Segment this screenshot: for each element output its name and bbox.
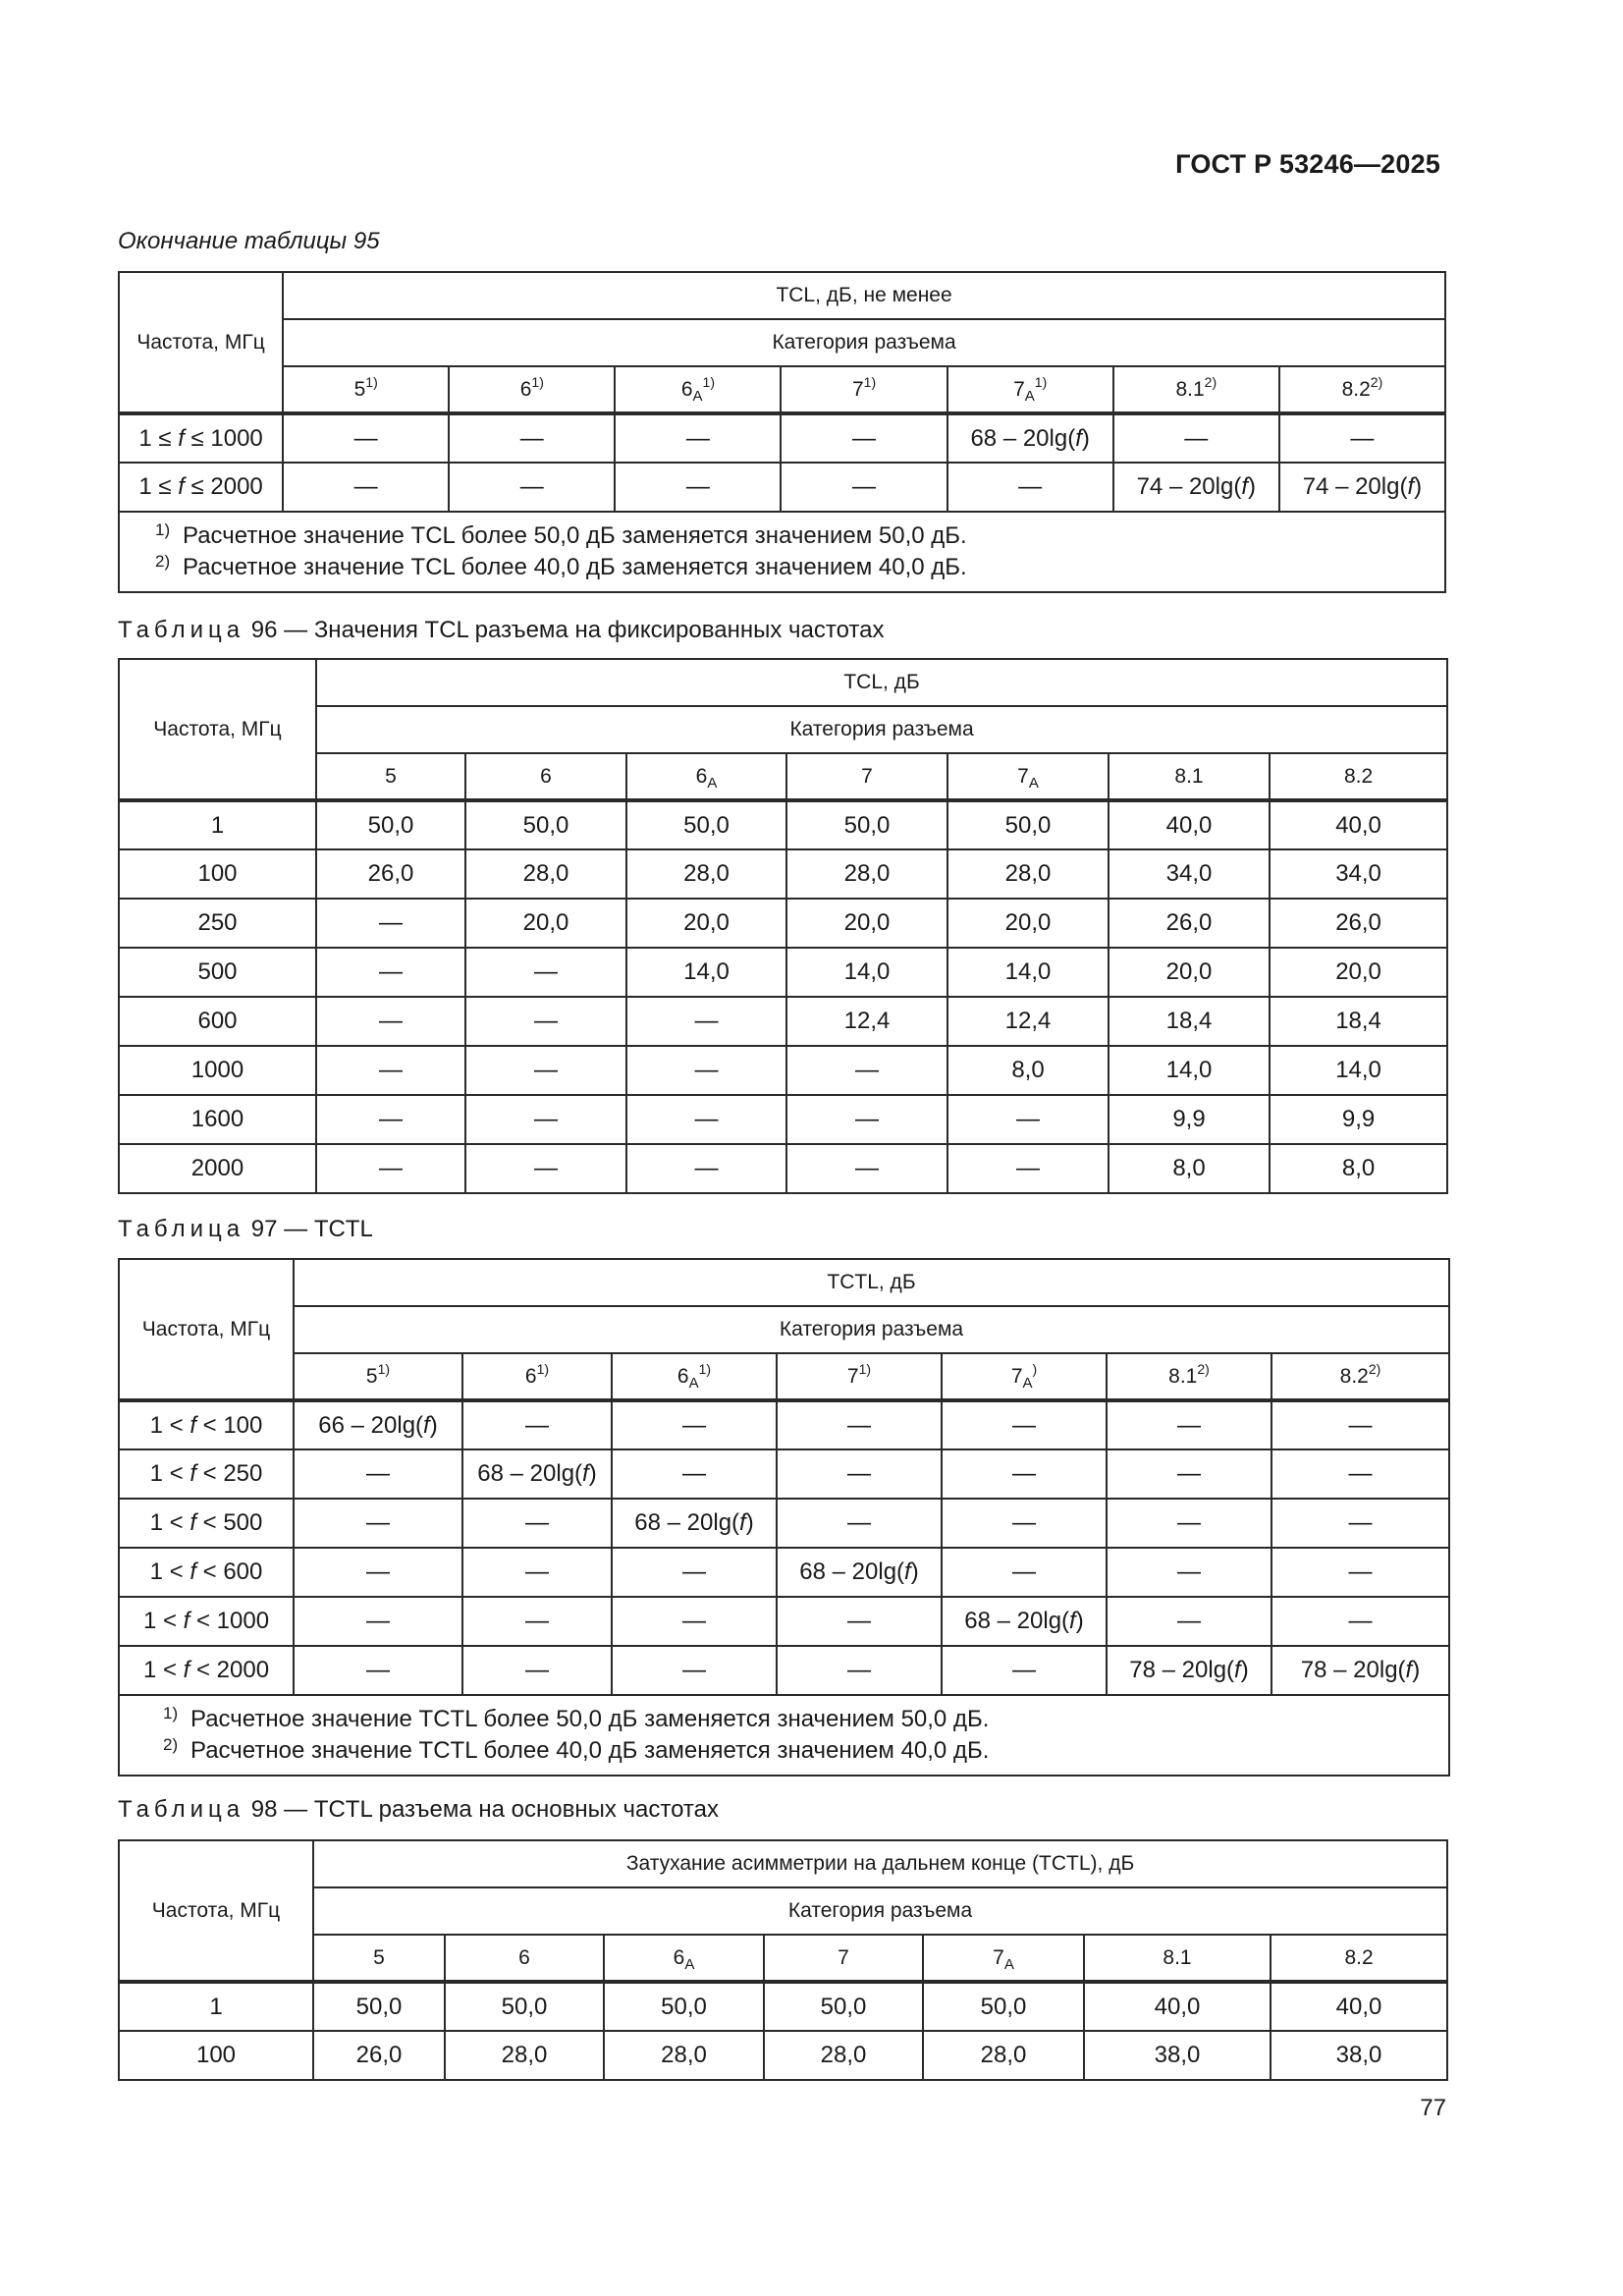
- value-cell: 26,0: [1109, 899, 1270, 948]
- value-cell: 12,4: [786, 997, 947, 1046]
- category-header: Категория разъема: [283, 319, 1445, 366]
- value-cell: —: [942, 1449, 1107, 1499]
- value-cell: —: [947, 463, 1113, 512]
- value-cell: —: [615, 413, 781, 463]
- value-cell: 28,0: [604, 2031, 764, 2080]
- value-cell: —: [1271, 1597, 1449, 1646]
- freq-cell: 1 ≤ f ≤ 1000: [119, 413, 283, 463]
- value-cell: 34,0: [1109, 849, 1270, 899]
- value-cell: 68 – 20lg(f): [462, 1449, 612, 1499]
- table98: [118, 1839, 1448, 2081]
- category-header: Категория разъема: [294, 1306, 1449, 1353]
- value-cell: —: [462, 1548, 612, 1597]
- note-1: 1) Расчетное значение TCL более 50,0 дБ заменяется значением 50,0 дБ.: [155, 520, 967, 549]
- category-6: 8.1: [1084, 1935, 1271, 1982]
- table-row: [119, 2031, 1447, 2080]
- value-cell: 40,0: [1109, 800, 1270, 849]
- value-cell: 50,0: [947, 800, 1109, 849]
- table-row: [119, 800, 1447, 849]
- table-row: [119, 413, 1445, 463]
- value-cell: —: [947, 1144, 1109, 1193]
- value-cell: 26,0: [316, 849, 465, 899]
- value-cell: —: [316, 1144, 465, 1193]
- value-cell: —: [465, 997, 626, 1046]
- value-cell: —: [942, 1646, 1107, 1695]
- freq-cell: 1: [119, 1982, 313, 2031]
- value-cell: —: [942, 1400, 1107, 1449]
- table-row: [119, 1646, 1449, 1695]
- freq-cell: 600: [119, 997, 316, 1046]
- value-cell: —: [449, 463, 615, 512]
- freq-header: Частота, МГц: [119, 272, 283, 413]
- freq-cell: 100: [119, 849, 316, 899]
- category-2: 6: [465, 753, 626, 800]
- value-cell: —: [449, 413, 615, 463]
- value-cell: 9,9: [1109, 1095, 1270, 1144]
- freq-header: Частота, МГц: [119, 1259, 294, 1400]
- value-cell: —: [462, 1400, 612, 1449]
- value-cell: 20,0: [1270, 948, 1447, 997]
- category-row: [119, 1935, 1447, 1982]
- table-row: [119, 1400, 1449, 1449]
- value-cell: 14,0: [947, 948, 1109, 997]
- value-cell: 8,0: [1109, 1144, 1270, 1193]
- table96: [118, 658, 1448, 1194]
- category-2: 6: [445, 1935, 604, 1982]
- category-1: 5: [316, 753, 465, 800]
- value-cell: 50,0: [313, 1982, 445, 2031]
- table-row: [119, 997, 1447, 1046]
- value-cell: 28,0: [465, 849, 626, 899]
- table-row: [119, 849, 1447, 899]
- value-cell: —: [1107, 1548, 1271, 1597]
- category-7: 8.2$^{2)}$: [1271, 1353, 1449, 1400]
- freq-cell: 500: [119, 948, 316, 997]
- value-cell: —: [612, 1400, 777, 1449]
- value-cell: —: [626, 1046, 786, 1095]
- value-cell: 50,0: [604, 1982, 764, 2031]
- standard-code: ГОСТ Р 53246—2025: [1175, 149, 1440, 179]
- value-cell: —: [786, 1144, 947, 1193]
- value-cell: 74 – 20lg(f): [1279, 463, 1445, 512]
- value-cell: —: [777, 1449, 942, 1499]
- table97-notes: [119, 1695, 1449, 1776]
- table97: [118, 1258, 1450, 1777]
- value-cell: 28,0: [947, 849, 1109, 899]
- table-row: [119, 1144, 1447, 1193]
- value-cell: 50,0: [445, 1982, 604, 2031]
- value-cell: —: [1107, 1597, 1271, 1646]
- category-3: $6_A$: [626, 753, 786, 800]
- value-cell: 50,0: [764, 1982, 923, 2031]
- category-1: 5$^{1)}$: [283, 366, 449, 413]
- page-number: 77: [1420, 2095, 1446, 2121]
- value-cell: —: [316, 948, 465, 997]
- value-cell: —: [294, 1597, 462, 1646]
- table-row: [119, 1095, 1447, 1144]
- category-7: 8.2: [1271, 1935, 1447, 1982]
- category-6: 8.1$^{2)}$: [1113, 366, 1279, 413]
- value-cell: —: [1279, 413, 1445, 463]
- category-3: $6_A^{1)}$: [612, 1353, 777, 1400]
- category-4: 7$^{1)}$: [781, 366, 947, 413]
- category-3: $6_A$: [604, 1935, 764, 1982]
- table96-caption: Таблица 96 — Значения TCL разъема на фиксированных частотах: [118, 617, 885, 643]
- freq-cell: 1 < f < 250: [119, 1449, 294, 1499]
- value-cell: —: [942, 1548, 1107, 1597]
- value-cell: 78 – 20lg(f): [1271, 1646, 1449, 1695]
- value-cell: 12,4: [947, 997, 1109, 1046]
- category-4: 7: [786, 753, 947, 800]
- value-cell: 50,0: [465, 800, 626, 849]
- value-cell: —: [465, 948, 626, 997]
- value-cell: 78 – 20lg(f): [1107, 1646, 1271, 1695]
- value-cell: —: [283, 463, 449, 512]
- category-7: 8.2$^{2)}$: [1279, 366, 1445, 413]
- value-cell: 14,0: [786, 948, 947, 997]
- category-4: 7$^{1)}$: [777, 1353, 942, 1400]
- value-cell: 40,0: [1271, 1982, 1447, 2031]
- value-cell: 74 – 20lg(f): [1113, 463, 1279, 512]
- freq-cell: 1 < f < 100: [119, 1400, 294, 1449]
- category-header: Категория разъема: [313, 1887, 1447, 1935]
- table-row: [119, 1449, 1449, 1499]
- table-row: [119, 1982, 1447, 2031]
- value-cell: 20,0: [626, 899, 786, 948]
- value-cell: 28,0: [786, 849, 947, 899]
- freq-cell: 1 < f < 600: [119, 1548, 294, 1597]
- value-cell: —: [283, 413, 449, 463]
- freq-cell: 1 < f < 500: [119, 1499, 294, 1548]
- value-cell: 20,0: [786, 899, 947, 948]
- value-cell: 66 – 20lg(f): [294, 1400, 462, 1449]
- value-cell: —: [612, 1449, 777, 1499]
- value-cell: 40,0: [1084, 1982, 1271, 2031]
- value-cell: 14,0: [1109, 1046, 1270, 1095]
- value-cell: 28,0: [626, 849, 786, 899]
- value-cell: —: [294, 1499, 462, 1548]
- value-cell: —: [294, 1646, 462, 1695]
- value-cell: —: [612, 1646, 777, 1695]
- table98-caption: Таблица 98 — TCTL разъема на основных частотах: [118, 1796, 719, 1823]
- value-cell: —: [294, 1548, 462, 1597]
- value-cell: 28,0: [445, 2031, 604, 2080]
- freq-cell: 100: [119, 2031, 313, 2080]
- value-cell: —: [777, 1499, 942, 1548]
- category-6: 8.1: [1109, 753, 1270, 800]
- table-row: [119, 1046, 1447, 1095]
- group-header: TCL, дБ: [316, 659, 1447, 706]
- freq-cell: 1 < f < 1000: [119, 1597, 294, 1646]
- group-header: TCL, дБ, не менее: [283, 272, 1445, 319]
- value-cell: —: [626, 997, 786, 1046]
- value-cell: —: [777, 1400, 942, 1449]
- value-cell: 50,0: [923, 1982, 1084, 2031]
- value-cell: —: [1113, 413, 1279, 463]
- category-5: $7_A$: [947, 753, 1109, 800]
- value-cell: —: [465, 1046, 626, 1095]
- note-2: 2) Расчетное значение TCL более 40,0 дБ заменяется значением 40,0 дБ.: [155, 552, 967, 580]
- value-cell: —: [626, 1144, 786, 1193]
- value-cell: —: [316, 899, 465, 948]
- value-cell: —: [781, 463, 947, 512]
- value-cell: 26,0: [313, 2031, 445, 2080]
- table97-caption: Таблица 97 — TCTL: [118, 1216, 373, 1242]
- value-cell: 20,0: [465, 899, 626, 948]
- value-cell: —: [1271, 1548, 1449, 1597]
- category-7: 8.2: [1270, 753, 1447, 800]
- value-cell: —: [1107, 1400, 1271, 1449]
- value-cell: 38,0: [1084, 2031, 1271, 2080]
- table-row: [119, 1597, 1449, 1646]
- table-row: [119, 948, 1447, 997]
- value-cell: —: [462, 1646, 612, 1695]
- category-1: 5: [313, 1935, 445, 1982]
- value-cell: 14,0: [1270, 1046, 1447, 1095]
- value-cell: —: [786, 1046, 947, 1095]
- group-header: TCTL, дБ: [294, 1259, 1449, 1306]
- value-cell: —: [612, 1597, 777, 1646]
- category-5: $7_A^)$: [942, 1353, 1107, 1400]
- value-cell: 20,0: [1109, 948, 1270, 997]
- category-row: [119, 753, 1447, 800]
- freq-cell: 1 ≤ f ≤ 2000: [119, 463, 283, 512]
- category-2: 6$^{1)}$: [449, 366, 615, 413]
- value-cell: 38,0: [1271, 2031, 1447, 2080]
- value-cell: —: [786, 1095, 947, 1144]
- table-row: [119, 1548, 1449, 1597]
- value-cell: —: [316, 997, 465, 1046]
- category-2: 6$^{1)}$: [462, 1353, 612, 1400]
- value-cell: 8,0: [947, 1046, 1109, 1095]
- note-1: 1) Расчетное значение TCTL более 50,0 дБ заменяется значением 50,0 дБ.: [163, 1704, 990, 1732]
- table-row: [119, 1499, 1449, 1548]
- value-cell: —: [626, 1095, 786, 1144]
- value-cell: 9,9: [1270, 1095, 1447, 1144]
- value-cell: —: [1271, 1449, 1449, 1499]
- category-5: $7_A^{1)}$: [947, 366, 1113, 413]
- freq-cell: 2000: [119, 1144, 316, 1193]
- value-cell: —: [462, 1499, 612, 1548]
- freq-cell: 250: [119, 899, 316, 948]
- value-cell: 28,0: [923, 2031, 1084, 2080]
- value-cell: 68 – 20lg(f): [942, 1597, 1107, 1646]
- value-cell: —: [777, 1597, 942, 1646]
- value-cell: —: [612, 1548, 777, 1597]
- category-3: $6_A^{1)}$: [615, 366, 781, 413]
- value-cell: 50,0: [786, 800, 947, 849]
- freq-cell: 1000: [119, 1046, 316, 1095]
- value-cell: —: [942, 1499, 1107, 1548]
- category-5: $7_A$: [923, 1935, 1084, 1982]
- freq-header: Частота, МГц: [119, 659, 316, 800]
- value-cell: 50,0: [626, 800, 786, 849]
- value-cell: 18,4: [1270, 997, 1447, 1046]
- freq-cell: 1600: [119, 1095, 316, 1144]
- value-cell: 26,0: [1270, 899, 1447, 948]
- category-row: [119, 366, 1445, 413]
- value-cell: —: [316, 1046, 465, 1095]
- category-header: Категория разъема: [316, 706, 1447, 753]
- group-header: Затухание асимметрии на дальнем конце (TCTL), дБ: [313, 1840, 1447, 1887]
- value-cell: —: [316, 1095, 465, 1144]
- category-4: 7: [764, 1935, 923, 1982]
- value-cell: —: [777, 1646, 942, 1695]
- value-cell: 68 – 20lg(f): [777, 1548, 942, 1597]
- value-cell: 68 – 20lg(f): [612, 1499, 777, 1548]
- category-1: 5$^{1)}$: [294, 1353, 462, 1400]
- freq-cell: 1 < f < 2000: [119, 1646, 294, 1695]
- table95-notes: [119, 512, 1445, 592]
- table-row: [119, 463, 1445, 512]
- table-row: [119, 899, 1447, 948]
- table95-caption: Окончание таблицы 95: [118, 228, 380, 254]
- value-cell: —: [615, 463, 781, 512]
- value-cell: —: [1271, 1400, 1449, 1449]
- category-6: 8.1$^{2)}$: [1107, 1353, 1271, 1400]
- value-cell: —: [1107, 1449, 1271, 1499]
- table95: [118, 271, 1446, 593]
- value-cell: 50,0: [316, 800, 465, 849]
- value-cell: —: [294, 1449, 462, 1499]
- value-cell: 8,0: [1270, 1144, 1447, 1193]
- value-cell: 40,0: [1270, 800, 1447, 849]
- value-cell: —: [1271, 1499, 1449, 1548]
- category-row: [119, 1353, 1449, 1400]
- note-2: 2) Расчетное значение TCTL более 40,0 дБ заменяется значением 40,0 дБ.: [163, 1735, 990, 1764]
- value-cell: —: [947, 1095, 1109, 1144]
- value-cell: 28,0: [764, 2031, 923, 2080]
- freq-header: Частота, МГц: [119, 1840, 313, 1982]
- value-cell: —: [781, 413, 947, 463]
- value-cell: —: [462, 1597, 612, 1646]
- value-cell: 18,4: [1109, 997, 1270, 1046]
- value-cell: —: [465, 1095, 626, 1144]
- value-cell: —: [1107, 1499, 1271, 1548]
- value-cell: 20,0: [947, 899, 1109, 948]
- value-cell: 14,0: [626, 948, 786, 997]
- value-cell: —: [465, 1144, 626, 1193]
- value-cell: 68 – 20lg(f): [947, 413, 1113, 463]
- value-cell: 34,0: [1270, 849, 1447, 899]
- freq-cell: 1: [119, 800, 316, 849]
